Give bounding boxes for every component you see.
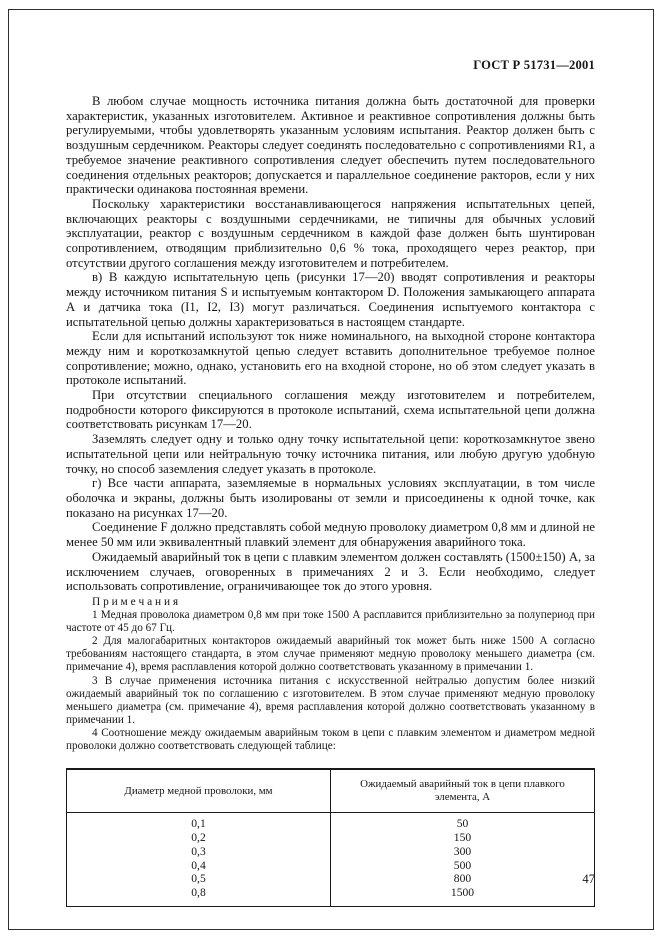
page-number: 47 bbox=[582, 872, 595, 886]
table-cell-diameter: 0,2 bbox=[67, 831, 331, 845]
document-content bbox=[66, 58, 595, 907]
table-header-row bbox=[67, 769, 595, 813]
notes-title: П р и м е ч а н и я bbox=[92, 595, 179, 608]
table-row bbox=[67, 886, 595, 906]
table-cell-current: 300 bbox=[331, 845, 595, 859]
paragraph-5: При отсутствии специального соглашения между изготовителем и потребителем, подробности которого фиксируются в протоколе испытаний, схема испытательной цепи должна соответствовать рисункам 17—20. bbox=[66, 388, 595, 432]
table-cell-current: 50 bbox=[331, 813, 595, 831]
table-cell-diameter: 0,3 bbox=[67, 845, 331, 859]
table-row bbox=[67, 845, 595, 859]
paragraph-2: Поскольку характеристики восстанавливающегося напряжения испытательных цепей, включающих реакторы с воздушными сердечниками, не типичны для обычных условий эксплуатации, реактор с воздушным сердечником в каждой фазе должен быть шунтирован сопротивлением, отводящим приблизительно 0,6 % тока, проходящего через реактор, при отсутствии другого соглашения между изготовителем и потребителем. bbox=[66, 196, 595, 270]
table-row bbox=[67, 831, 595, 845]
standard-number: ГОСТ Р 51731—2001 bbox=[473, 58, 595, 72]
document-header bbox=[66, 58, 595, 73]
paragraph-4: Если для испытаний используют ток ниже номинального, на выходной стороне контактора между ним и короткозамкнутой цепью следует вставить дополнительное требуемое полное сопротивление; можно, однако, установить его на входной стороне, но об этом следует указать в протоколе испытаний. bbox=[66, 329, 595, 388]
table-header-current: Ожидаемый аварийный ток в цепи плавкого элемента, А bbox=[331, 769, 595, 813]
note-3: 3 В случае применения источника питания с искусственной нейтралью допустим более низкий ожидаемый аварийный ток по соглашению с изготовителем. В этом случае применяют медную проволоку меньшего диаметра (см. примечание 4), время расплавления которой должно соответствовать указанному в примечании 1. bbox=[66, 674, 595, 726]
table-cell-current: 1500 bbox=[331, 886, 595, 906]
note-1: 1 Медная проволока диаметром 0,8 мм при токе 1500 А расплавится приблизительно за полупериод при частоте от 45 до 67 Гц. bbox=[66, 609, 595, 635]
table-cell-diameter: 0,1 bbox=[67, 813, 331, 831]
table-header-diameter: Диаметр медной проволоки, мм bbox=[67, 769, 331, 813]
paragraph-8: Соединение F должно представлять собой медную проволоку диаметром 0,8 мм и длиной не менее 50 мм или эквивалентный плавкий элемент для обнаружения аварийного тока. bbox=[66, 520, 595, 550]
paragraph-9: Ожидаемый аварийный ток в цепи с плавким элементом должен составлять (1500±150) А, за исключением случаев, оговоренных в примечаниях 2 и 3. Если необходимо, следует использовать сопротивление, ограничивающее ток до этого уровня. bbox=[66, 549, 595, 594]
table-cell-diameter: 0,8 bbox=[67, 886, 331, 906]
wire-diameter-current-table bbox=[66, 768, 595, 907]
table-row bbox=[67, 859, 595, 873]
paragraph-7: г) Все части аппарата, заземляемые в нормальных условиях эксплуатации, в том числе оболочка и экраны, должны быть изолированы от земли и присоединены к одной точке, как показано на рисунках 17—20. bbox=[66, 476, 595, 520]
table-cell-current: 800 bbox=[331, 872, 595, 886]
note-2: 2 Для малогабаритных контакторов ожидаемый аварийный ток может быть ниже 1500 А согласно требованиям настоящего стандарта, в этом случае применяют медную проволоку меньшего диаметра (см. примечание 4), время расплавления которой должно соответствовать указанному в примечании 1. bbox=[66, 635, 595, 674]
table-row bbox=[67, 813, 595, 831]
table-cell-diameter: 0,4 bbox=[67, 859, 331, 873]
table-cell-diameter: 0,5 bbox=[67, 872, 331, 886]
paragraph-3: в) В каждую испытательную цепь (рисунки 17—20) вводят сопротивления и реакторы между источником питания S и испытуемым контактором D. Положения замыкающего аппарата А и датчика тока (I1, I2, I3) могут различаться. Соединения испытуемого контактора с испытательной цепью должны характеризоваться в настоящем стандарте. bbox=[66, 270, 595, 329]
table-row bbox=[67, 872, 595, 886]
paragraph-1: В любом случае мощность источника питания должна быть достаточной для проверки характеристик, указанных изготовителем. Активное и реактивное сопротивления должны быть регулируемыми, чтобы удовлетворять указанным условиям испытания. Реактор должен быть с воздушным сердечником. Реакторы следует соединять последовательно с сопротивлениями R1, а требуемое значение реактивного сопротивления следует обеспечить путем последовательного соединения отдельных реакторов; допускается и параллельное соединение ракторов, если у них практически одинакова постоянная времени. bbox=[66, 94, 595, 197]
table-cell-current: 150 bbox=[331, 831, 595, 845]
table-cell-current: 500 bbox=[331, 859, 595, 873]
paragraph-6: Заземлять следует одну и только одну точку испытательной цепи: короткозамкнутое звено испытательной цепи или нейтральную точку источника питания, или любую другую удобную точку, но способ заземления следует указать в протоколе. bbox=[66, 432, 595, 476]
note-4: 4 Соотношение между ожидаемым аварийным током в цепи с плавким элементом и диаметром медной проволоки должно соответствовать следующей таблице: bbox=[66, 726, 595, 753]
